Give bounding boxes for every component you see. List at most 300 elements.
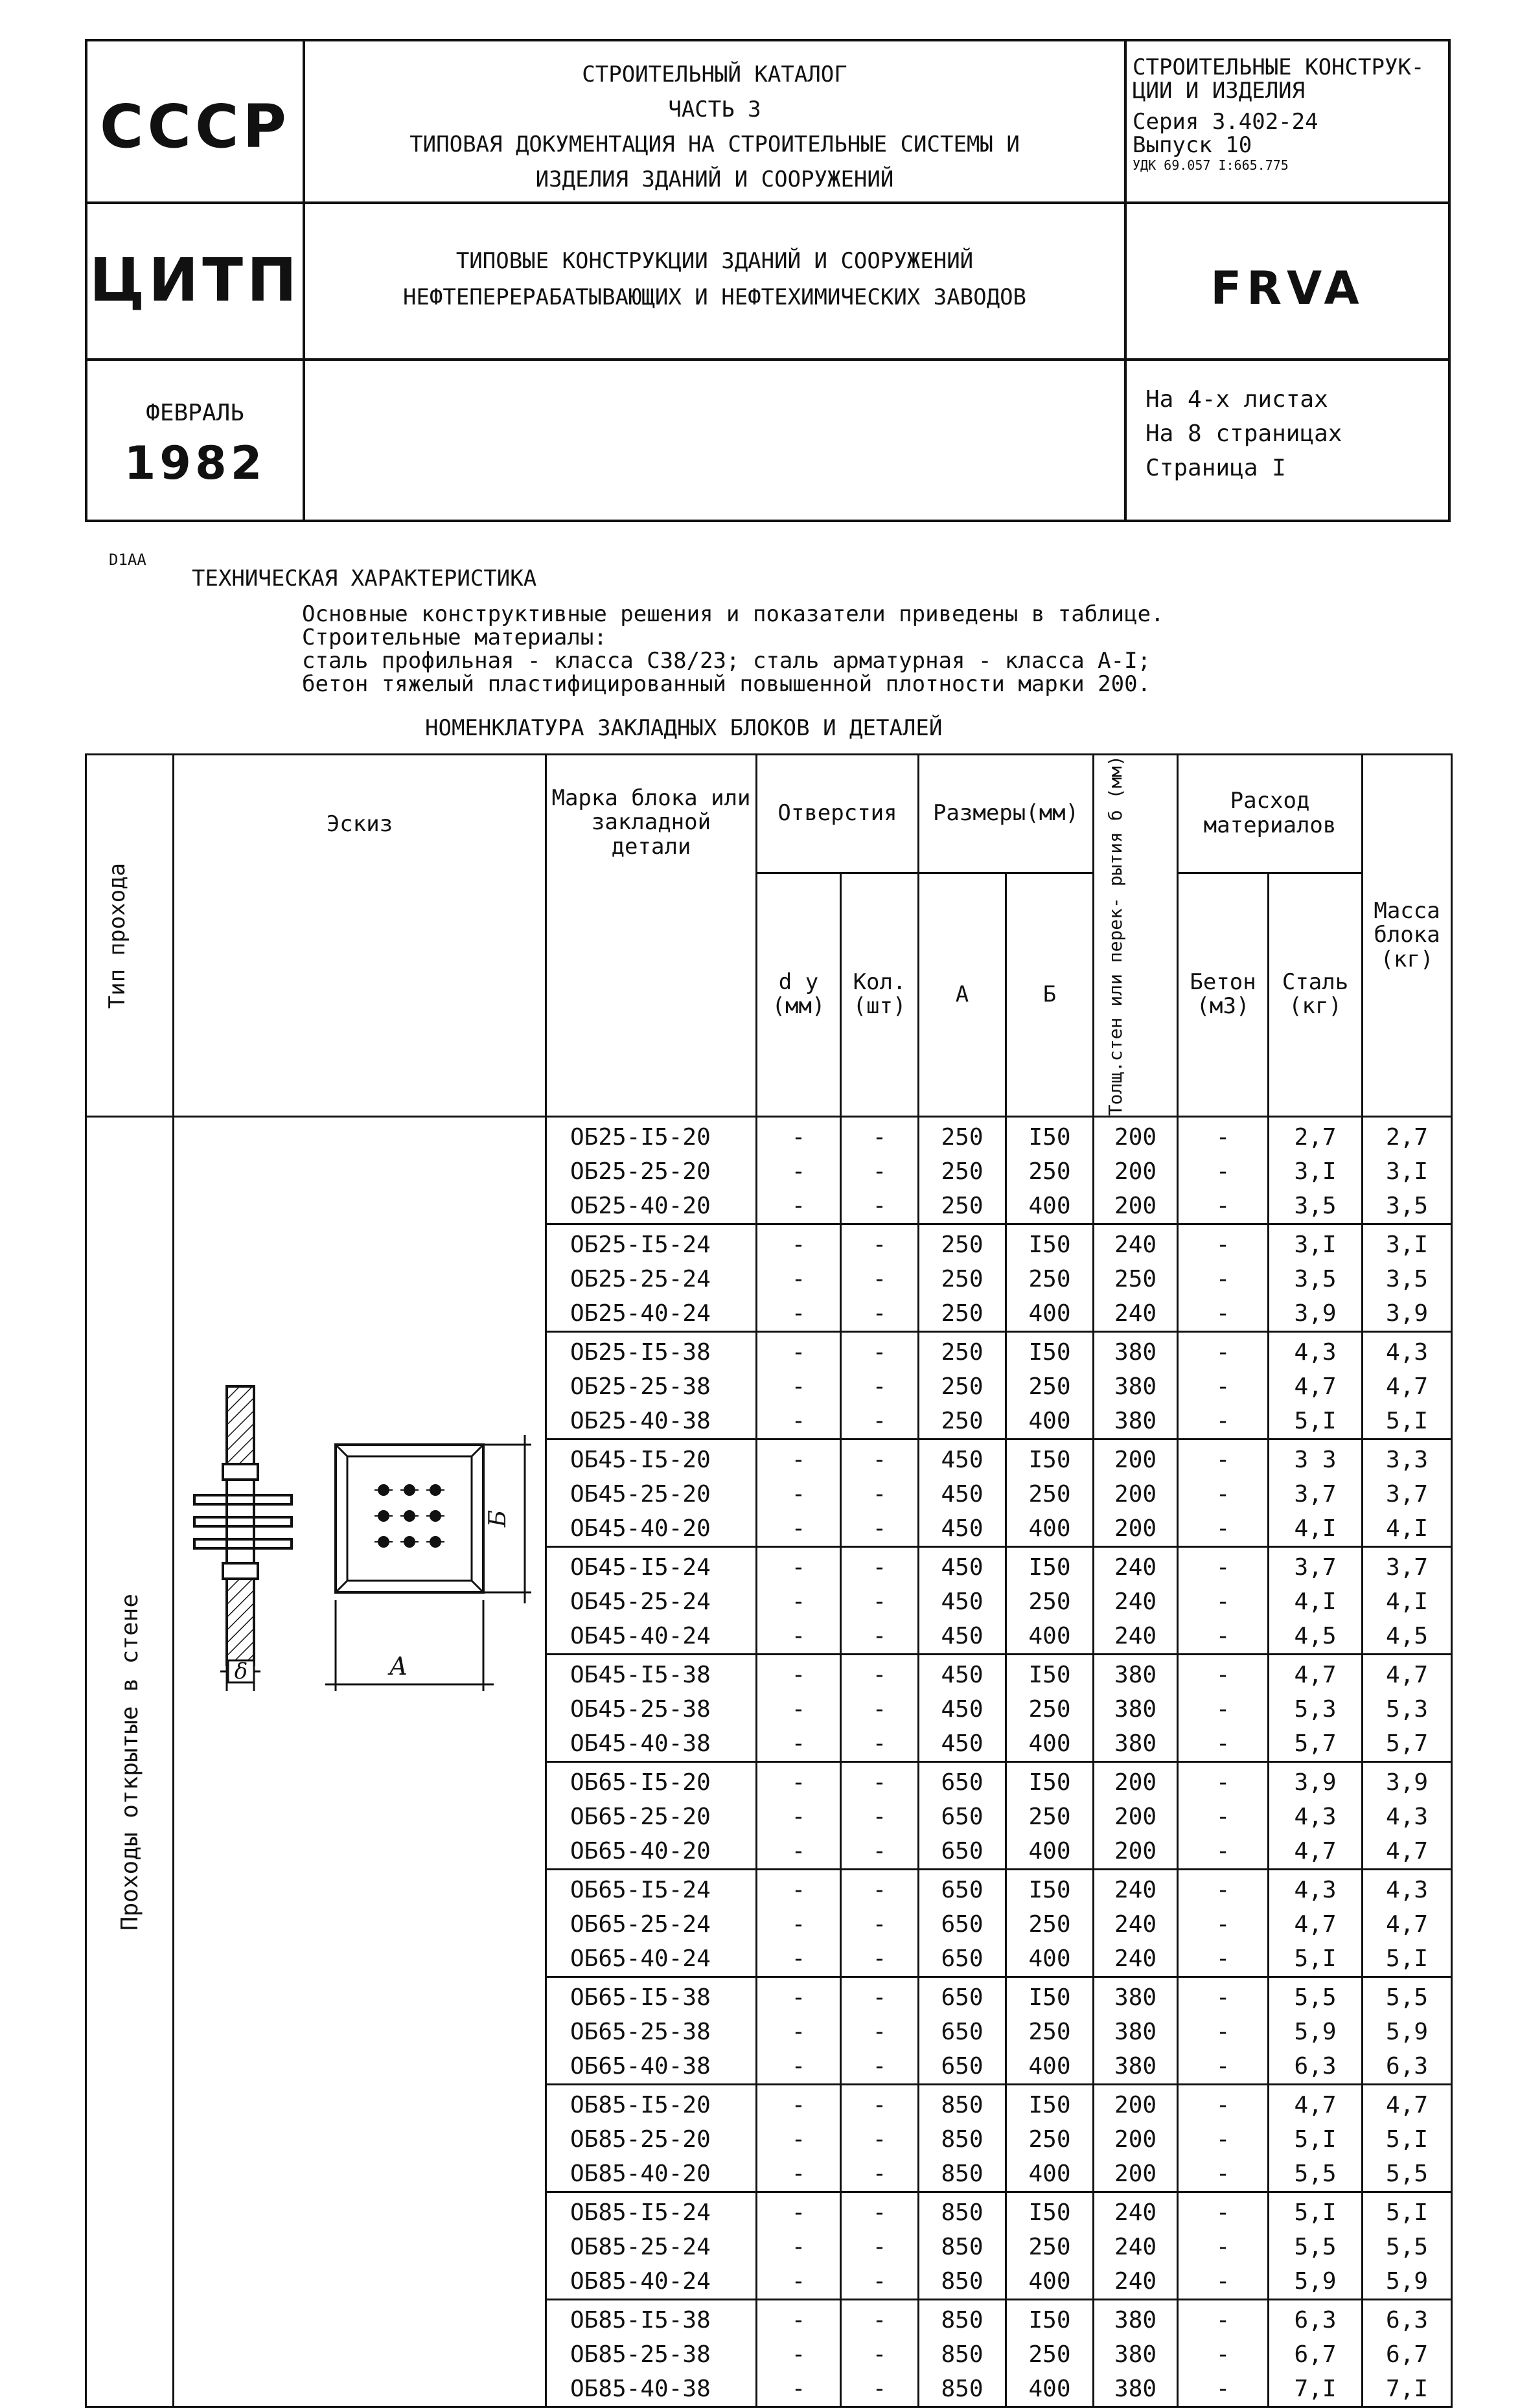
cell-value: ОБ25-25-38 <box>570 1373 711 1401</box>
cell-value: 850 <box>941 2268 984 2295</box>
b-dim-label: Б <box>485 1509 511 1528</box>
steel-cell <box>1269 2192 1363 2300</box>
qty-cell <box>841 1977 919 2085</box>
dy-cell <box>757 1547 841 1655</box>
cell-value: ОБ25-I5-20 <box>570 1124 711 1151</box>
cell-value: 250 <box>1028 2234 1071 2261</box>
cell-value: ОБ85-25-38 <box>570 2341 711 2368</box>
mark-cell <box>546 1332 757 1439</box>
cell-value: 240 <box>1114 1945 1157 1973</box>
cell-value: 450 <box>941 1662 984 1689</box>
cell-value: 850 <box>941 2376 984 2403</box>
mark-cell <box>546 1224 757 1332</box>
cell-value: 200 <box>1114 1481 1157 1508</box>
steel-cell <box>1269 1870 1363 1977</box>
sizes-header: Размеры(мм) <box>919 755 1094 873</box>
cell-value: 240 <box>1114 1877 1157 1904</box>
cell-value: 250 <box>1028 1804 1071 1831</box>
qty-cell <box>841 1332 919 1439</box>
thickness-cell <box>1094 1117 1178 1224</box>
cell-value: - <box>1215 1124 1230 1151</box>
cell-value: - <box>791 2341 806 2368</box>
dy-cell <box>757 2192 841 2300</box>
cell-value: 4,7 <box>1294 1838 1337 1865</box>
udk-label: УДК 69.057 I:665.775 <box>1133 157 1289 173</box>
cell-value: ОБ45-40-20 <box>570 1515 711 1542</box>
cell-value: 7,I <box>1386 2376 1429 2403</box>
cell-value: 250 <box>1028 1696 1071 1723</box>
cell-value: ОБ65-25-20 <box>570 1804 711 1831</box>
cell-value: 4,7 <box>1386 1911 1429 1938</box>
subject-line: ТИПОВЫЕ КОНСТРУКЦИИ ЗДАНИЙ И СООРУЖЕНИЙ <box>455 248 974 274</box>
consumption-header: Расход материалов <box>1178 755 1363 873</box>
cell-value: - <box>872 2268 887 2295</box>
cell-value: 200 <box>1114 1804 1157 1831</box>
table-row-group <box>86 1117 1452 1224</box>
cell-value: 240 <box>1114 1588 1157 1616</box>
cell-value: 4,I <box>1386 1515 1429 1542</box>
cell-value: - <box>791 1662 806 1689</box>
cell-value: 650 <box>941 1984 984 2012</box>
qty-cell <box>841 1547 919 1655</box>
cell-value: 4,7 <box>1294 1662 1337 1689</box>
cell-value: - <box>791 1124 806 1151</box>
cell-value: 5,I <box>1294 2199 1337 2227</box>
cell-value: ОБ85-40-38 <box>570 2376 711 2403</box>
cell-value: 380 <box>1114 2341 1157 2368</box>
description-line: Основные конструктивные решения и показатели приведены в таблице. <box>302 601 1164 627</box>
cell-value: - <box>1215 2092 1230 2119</box>
cell-value: 200 <box>1114 1124 1157 1151</box>
cell-value: - <box>791 1193 806 1220</box>
mass-cell <box>1363 1655 1452 1762</box>
series-block <box>1133 56 1450 174</box>
cell-value: 5,I <box>1294 2126 1337 2153</box>
cell-value: 250 <box>1028 1158 1071 1186</box>
country-label: СССР <box>100 92 290 161</box>
steel-cell <box>1269 2085 1363 2192</box>
cell-value: - <box>872 2126 887 2153</box>
cell-value: 4,5 <box>1294 1623 1337 1650</box>
catalog-line: ИЗДЕЛИЯ ЗДАНИЙ И СООРУЖЕНИЙ <box>535 166 894 192</box>
cell-value: - <box>1215 2376 1230 2403</box>
cell-value: 250 <box>1028 2019 1071 2046</box>
cell-value: - <box>872 1447 887 1474</box>
a-cell <box>919 2192 1006 2300</box>
mark-header: Марка блока или закладной детали <box>546 755 757 1117</box>
cell-value: ОБ65-25-38 <box>570 2019 711 2046</box>
section-title: ТЕХНИЧЕСКАЯ ХАРАКТЕРИСТИКА <box>192 566 537 591</box>
cell-value: ОБ65-40-38 <box>570 2053 711 2080</box>
b-cell <box>1006 1977 1094 2085</box>
catalog-line: ЧАСТЬ 3 <box>668 97 761 122</box>
cell-value: 400 <box>1028 1193 1071 1220</box>
cell-value: - <box>1215 2126 1230 2153</box>
cell-value: 240 <box>1114 2199 1157 2227</box>
concrete-header: Бетон (м3) <box>1178 873 1269 1117</box>
cell-value: - <box>791 1945 806 1973</box>
b-cell <box>1006 1332 1094 1439</box>
cell-value: 400 <box>1028 2376 1071 2403</box>
cell-value: 850 <box>941 2126 984 2153</box>
sketch-drawing <box>181 1380 544 1704</box>
mark-cell <box>546 1977 757 2085</box>
cell-value: 4,7 <box>1386 1373 1429 1401</box>
cell-value: 200 <box>1114 1447 1157 1474</box>
cell-value: - <box>872 2234 887 2261</box>
mark-cell <box>546 1762 757 1870</box>
steel-cell <box>1269 1332 1363 1439</box>
a-header: А <box>919 873 1006 1117</box>
cell-value: 200 <box>1114 1769 1157 1796</box>
qty-cell <box>841 1762 919 1870</box>
cell-value: 5,5 <box>1386 2161 1429 2188</box>
cell-value: - <box>1215 2019 1230 2046</box>
dy-cell <box>757 1439 841 1547</box>
qty-cell <box>841 2300 919 2407</box>
cell-value: - <box>872 1877 887 1904</box>
mark-cell <box>546 2085 757 2192</box>
cell-value: 650 <box>941 1804 984 1831</box>
cell-value: - <box>791 2268 806 2295</box>
cell-value: - <box>1215 1877 1230 1904</box>
cell-value: ОБ45-I5-38 <box>570 1662 711 1689</box>
cell-value: 250 <box>941 1373 984 1401</box>
cell-value: 250 <box>941 1158 984 1186</box>
cell-value: 5,9 <box>1294 2268 1337 2295</box>
cell-value: 250 <box>941 1339 984 1366</box>
cell-value: 3,5 <box>1386 1193 1429 1220</box>
steel-cell <box>1269 2300 1363 2407</box>
steel-cell <box>1269 1224 1363 1332</box>
cell-value: 450 <box>941 1730 984 1758</box>
cell-value: 650 <box>941 1769 984 1796</box>
thickness-cell <box>1094 2300 1178 2407</box>
cell-value: - <box>791 1158 806 1186</box>
mark-cell <box>546 2300 757 2407</box>
cell-value: 650 <box>941 2053 984 2080</box>
cell-value: 380 <box>1114 1373 1157 1401</box>
description-line: бетон тяжелый пластифицированный повышенной плотности марки 200. <box>302 671 1151 697</box>
cell-value: - <box>1215 1588 1230 1616</box>
cell-value: - <box>872 2376 887 2403</box>
cell-value: 850 <box>941 2092 984 2119</box>
cell-value: - <box>1215 1447 1230 1474</box>
series-line: ЦИИ И ИЗДЕЛИЯ <box>1133 78 1306 104</box>
cell-value: 3,5 <box>1294 1193 1337 1220</box>
cell-value: I50 <box>1028 1232 1071 1259</box>
cell-value: 200 <box>1114 2126 1157 2153</box>
a-cell <box>919 1870 1006 1977</box>
mass-cell <box>1363 1224 1452 1332</box>
table-title: НОМЕНКЛАТУРА ЗАКЛАДНЫХ БЛОКОВ И ДЕТАЛЕЙ <box>425 715 943 741</box>
cell-value: ОБ65-I5-38 <box>570 1984 711 2012</box>
cell-value: - <box>1215 1696 1230 1723</box>
description-line: Строительные материалы: <box>302 625 607 650</box>
mass-cell <box>1363 2192 1452 2300</box>
b-cell <box>1006 2192 1094 2300</box>
a-cell <box>919 1762 1006 1870</box>
cell-value: ОБ25-25-24 <box>570 1266 711 1293</box>
cell-value: - <box>791 1266 806 1293</box>
cell-value: 650 <box>941 1911 984 1938</box>
steel-cell <box>1269 1547 1363 1655</box>
cell-value: 400 <box>1028 1515 1071 1542</box>
cell-value: 3,5 <box>1294 1266 1337 1293</box>
thickness-cell <box>1094 2192 1178 2300</box>
cell-value: 850 <box>941 2234 984 2261</box>
cell-value: 240 <box>1114 1554 1157 1581</box>
cell-value: ОБ45-I5-20 <box>570 1447 711 1474</box>
cell-value: 4,3 <box>1386 1339 1429 1366</box>
cell-value: 5,I <box>1386 2199 1429 2227</box>
steel-header: Сталь (кг) <box>1269 873 1363 1117</box>
cell-value: 5,5 <box>1386 2234 1429 2261</box>
code-label: FRVA <box>1210 262 1364 315</box>
cell-value: 5,7 <box>1386 1730 1429 1758</box>
cell-value: 250 <box>1028 1266 1071 1293</box>
sheets-block <box>1145 382 1342 485</box>
thickness-header: Толщ.стен или перек- рытия б (мм) <box>1094 755 1178 1117</box>
type-cell <box>86 1117 174 2407</box>
cell-value: - <box>1215 1623 1230 1650</box>
cell-value: 250 <box>941 1266 984 1293</box>
dy-cell <box>757 2085 841 2192</box>
cell-value: ОБ25-I5-24 <box>570 1232 711 1259</box>
cell-value: 4,I <box>1294 1588 1337 1616</box>
cell-value: 3,7 <box>1294 1554 1337 1581</box>
cell-value: 6,3 <box>1386 2053 1429 2080</box>
cell-value: - <box>1215 2307 1230 2334</box>
cell-value: I50 <box>1028 1769 1071 1796</box>
thickness-cell <box>1094 1870 1178 1977</box>
cell-value: 850 <box>941 2199 984 2227</box>
cell-value: 4,3 <box>1294 1804 1337 1831</box>
cell-value: - <box>791 1911 806 1938</box>
concrete-cell <box>1178 2192 1269 2300</box>
cell-value: 450 <box>941 1696 984 1723</box>
dy-cell <box>757 2300 841 2407</box>
a-cell <box>919 1224 1006 1332</box>
cell-value: 450 <box>941 1588 984 1616</box>
cell-value: ОБ85-25-24 <box>570 2234 711 2261</box>
cell-value: - <box>872 1554 887 1581</box>
cell-value: 400 <box>1028 2053 1071 2080</box>
cell-value: ОБ65-25-24 <box>570 1911 711 1938</box>
cell-value: - <box>1215 1769 1230 1796</box>
cell-value: 380 <box>1114 1984 1157 2012</box>
cell-value: - <box>791 2053 806 2080</box>
concrete-cell <box>1178 2300 1269 2407</box>
qty-cell <box>841 2085 919 2192</box>
cell-value: ОБ85-I5-24 <box>570 2199 711 2227</box>
cell-value: - <box>872 1662 887 1689</box>
a-cell <box>919 2085 1006 2192</box>
dy-cell <box>757 1977 841 2085</box>
cell-value: - <box>791 1515 806 1542</box>
cell-value: 5,5 <box>1294 2234 1337 2261</box>
thickness-cell <box>1094 1977 1178 2085</box>
cell-value: - <box>791 1588 806 1616</box>
b-cell <box>1006 1439 1094 1547</box>
cell-value: 3,7 <box>1294 1481 1337 1508</box>
concrete-cell <box>1178 1117 1269 1224</box>
b-cell <box>1006 2085 1094 2192</box>
a-cell <box>919 1439 1006 1547</box>
cell-value: 3,9 <box>1294 1769 1337 1796</box>
cell-value: I50 <box>1028 1662 1071 1689</box>
cell-value: 250 <box>941 1300 984 1327</box>
cell-value: - <box>791 2234 806 2261</box>
subject-line: НЕФТЕПЕРЕРАБАТЫВАЮЩИХ И НЕФТЕХИМИЧЕСКИХ ЗАВОДОВ <box>402 284 1027 310</box>
subject-block <box>305 243 1124 315</box>
thickness-cell <box>1094 1762 1178 1870</box>
cell-value: - <box>791 1300 806 1327</box>
sketch-header: Эскиз <box>174 755 546 1117</box>
cell-value: - <box>872 1838 887 1865</box>
dy-cell <box>757 1224 841 1332</box>
cell-value: 4,7 <box>1386 1662 1429 1689</box>
concrete-cell <box>1178 1439 1269 1547</box>
cell-value: - <box>1215 1984 1230 2012</box>
cell-value: 240 <box>1114 1623 1157 1650</box>
cell-value: 380 <box>1114 1696 1157 1723</box>
cell-value: - <box>791 1373 806 1401</box>
cell-value: - <box>1215 1158 1230 1186</box>
steel-cell <box>1269 1117 1363 1224</box>
cell-value: - <box>791 1623 806 1650</box>
cell-value: 5,9 <box>1294 2019 1337 2046</box>
cell-value: - <box>791 2307 806 2334</box>
cell-value: ОБ25-40-38 <box>570 1408 711 1435</box>
cell-value: 4,I <box>1386 1588 1429 1616</box>
cell-value: - <box>872 1300 887 1327</box>
cell-value: - <box>1215 1300 1230 1327</box>
cell-value: ОБ65-40-24 <box>570 1945 711 1973</box>
cell-value: 3,I <box>1294 1158 1337 1186</box>
dy-cell <box>757 1870 841 1977</box>
cell-value: ОБ45-25-38 <box>570 1696 711 1723</box>
cell-value: ОБ65-I5-24 <box>570 1877 711 1904</box>
cell-value: - <box>1215 1945 1230 1973</box>
cell-value: - <box>1215 2161 1230 2188</box>
cell-value: - <box>791 2376 806 2403</box>
cell-value: 5,I <box>1386 2126 1429 2153</box>
cell-value: 250 <box>1028 1911 1071 1938</box>
cell-value: ОБ85-I5-38 <box>570 2307 711 2334</box>
cell-value: 380 <box>1114 1408 1157 1435</box>
cell-value: 250 <box>1028 1373 1071 1401</box>
cell-value: 400 <box>1028 1408 1071 1435</box>
cell-value: - <box>791 1769 806 1796</box>
cell-value: 3,9 <box>1386 1769 1429 1796</box>
cell-value: ОБ45-40-24 <box>570 1623 711 1650</box>
cell-value: 380 <box>1114 2053 1157 2080</box>
mass-cell <box>1363 1547 1452 1655</box>
mark-cell <box>546 1547 757 1655</box>
cell-value: 450 <box>941 1481 984 1508</box>
thickness-cell <box>1094 1547 1178 1655</box>
cell-value: - <box>872 1408 887 1435</box>
cell-value: - <box>791 1232 806 1259</box>
cell-value: 200 <box>1114 1838 1157 1865</box>
cell-value: 7,I <box>1294 2376 1337 2403</box>
cell-value: 400 <box>1028 1623 1071 1650</box>
cell-value: 5,I <box>1294 1945 1337 1973</box>
org-label: ЦИТП <box>89 246 301 315</box>
cell-value: 4,3 <box>1386 1804 1429 1831</box>
cell-value: I50 <box>1028 1984 1071 2012</box>
cell-value: 4,3 <box>1294 1339 1337 1366</box>
cell-value: - <box>872 1158 887 1186</box>
b-cell <box>1006 1547 1094 1655</box>
qty-cell <box>841 1870 919 1977</box>
catalog-line: СТРОИТЕЛЬНЫЙ КАТАЛОГ <box>582 62 847 87</box>
mass-header: Масса блока (кг) <box>1363 755 1452 1117</box>
cell-value: 400 <box>1028 1730 1071 1758</box>
cell-value: - <box>872 1730 887 1758</box>
cell-value: - <box>791 1408 806 1435</box>
cell-value: - <box>872 2053 887 2080</box>
catalog-line: ТИПОВАЯ ДОКУМЕНТАЦИЯ НА СТРОИТЕЛЬНЫЕ СИСТЕМЫ И <box>409 132 1020 157</box>
b-cell <box>1006 1655 1094 1762</box>
concrete-cell <box>1178 2085 1269 2192</box>
cell-value: 250 <box>941 1124 984 1151</box>
concrete-cell <box>1178 1224 1269 1332</box>
cell-value: - <box>791 1554 806 1581</box>
cell-value: - <box>791 1696 806 1723</box>
cell-value: - <box>1215 1339 1230 1366</box>
cell-value: 450 <box>941 1515 984 1542</box>
steel-cell <box>1269 1977 1363 2085</box>
catalog-block <box>305 57 1124 197</box>
cell-value: - <box>872 1515 887 1542</box>
cell-value: - <box>872 1623 887 1650</box>
a-cell <box>919 1655 1006 1762</box>
thickness-cell <box>1094 1224 1178 1332</box>
cell-value: 250 <box>941 1232 984 1259</box>
cell-value: 250 <box>1028 2126 1071 2153</box>
cell-value: 5,I <box>1386 1408 1429 1435</box>
cell-value: 5,5 <box>1294 2161 1337 2188</box>
mass-cell <box>1363 1762 1452 1870</box>
cell-value: - <box>791 1481 806 1508</box>
cell-value: 3,7 <box>1386 1481 1429 1508</box>
b-cell <box>1006 2300 1094 2407</box>
cell-value: ОБ45-25-20 <box>570 1481 711 1508</box>
cell-value: - <box>872 2307 887 2334</box>
b-cell <box>1006 1762 1094 1870</box>
cell-value: 250 <box>1114 1266 1157 1293</box>
a-cell <box>919 1332 1006 1439</box>
cell-value: I50 <box>1028 1554 1071 1581</box>
cell-value: 5,3 <box>1294 1696 1337 1723</box>
series-line: Выпуск 10 <box>1133 132 1252 158</box>
series-line: СТРОИТЕЛЬНЫЕ КОНСТРУК- <box>1133 54 1425 80</box>
holes-header: Отверстия <box>757 755 919 873</box>
description-block <box>302 602 1164 696</box>
cell-value: 200 <box>1114 2161 1157 2188</box>
cell-value: 400 <box>1028 2268 1071 2295</box>
cell-value: 200 <box>1114 2092 1157 2119</box>
thickness-cell <box>1094 1655 1178 1762</box>
cell-value: 200 <box>1114 1158 1157 1186</box>
cell-value: - <box>872 1945 887 1973</box>
cell-value: 650 <box>941 1945 984 1973</box>
cell-value: 650 <box>941 2019 984 2046</box>
cell-value: 5,5 <box>1294 1984 1337 2012</box>
cell-value: - <box>1215 1838 1230 1865</box>
